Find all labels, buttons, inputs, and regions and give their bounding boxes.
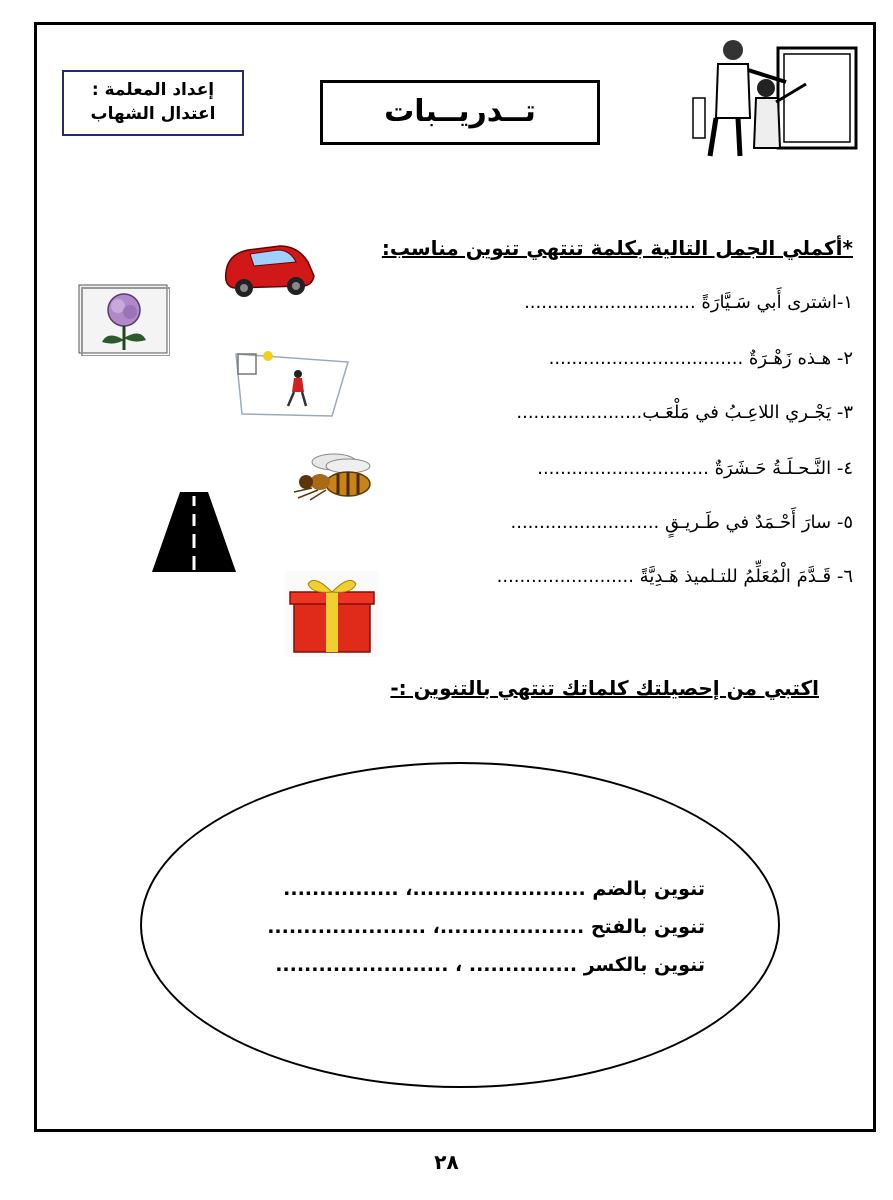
sentence-2: ٢- هـذه زَهْـرَةٌ .................................. bbox=[548, 348, 853, 369]
sentence-5: ٥- سارَ أَحْـمَدٌ في طَـريـقٍ .......................... bbox=[510, 512, 853, 533]
sentence-3: ٣- يَجْـري اللاعِـبُ في مَلْعَـب...................... bbox=[516, 402, 853, 423]
exercise2-instruction: اكتبي من إحصيلتك كلماتك تنتهي بالتنوين :- bbox=[390, 676, 819, 700]
tanween-kasra-line: تنوين بالكسر ............... ، ........................ bbox=[275, 954, 705, 976]
gift-icon bbox=[284, 570, 380, 658]
football-field-icon bbox=[232, 348, 352, 420]
sentence-4: ٤- النَّـحـلَـةُ حَـشَرَةٌ .............................. bbox=[537, 458, 853, 479]
tanween-damma-line: تنوين بالضم ........................، ................ bbox=[283, 878, 705, 900]
sentence-1: ١-اشترى أَبي سَـيَّارَةً .............................. bbox=[524, 292, 853, 313]
page-title: تــدريــبات bbox=[320, 80, 600, 145]
flower-icon bbox=[78, 284, 170, 356]
teacher-credit-box bbox=[62, 70, 244, 136]
road-icon bbox=[150, 490, 238, 574]
teacher-label: إعداد المعلمة : bbox=[91, 80, 215, 100]
page-number: ٢٨ bbox=[434, 1150, 459, 1174]
bee-icon bbox=[282, 450, 378, 506]
exercise1-instruction: *أكملي الجمل التالية بكلمة تنتهي تنوين مناسب: bbox=[381, 236, 853, 260]
tanween-fatha-line: تنوين بالفتح ....................، ...................... bbox=[267, 916, 705, 938]
sentence-6: ٦- قَـدَّمَ الْمُعَلِّمُ للتـلميذ هَـدِيَّةً ........................ bbox=[496, 566, 853, 587]
car-icon bbox=[218, 232, 318, 302]
teacher-name: اعتدال الشهاب bbox=[90, 104, 216, 124]
teacher-student-icon bbox=[688, 38, 863, 158]
